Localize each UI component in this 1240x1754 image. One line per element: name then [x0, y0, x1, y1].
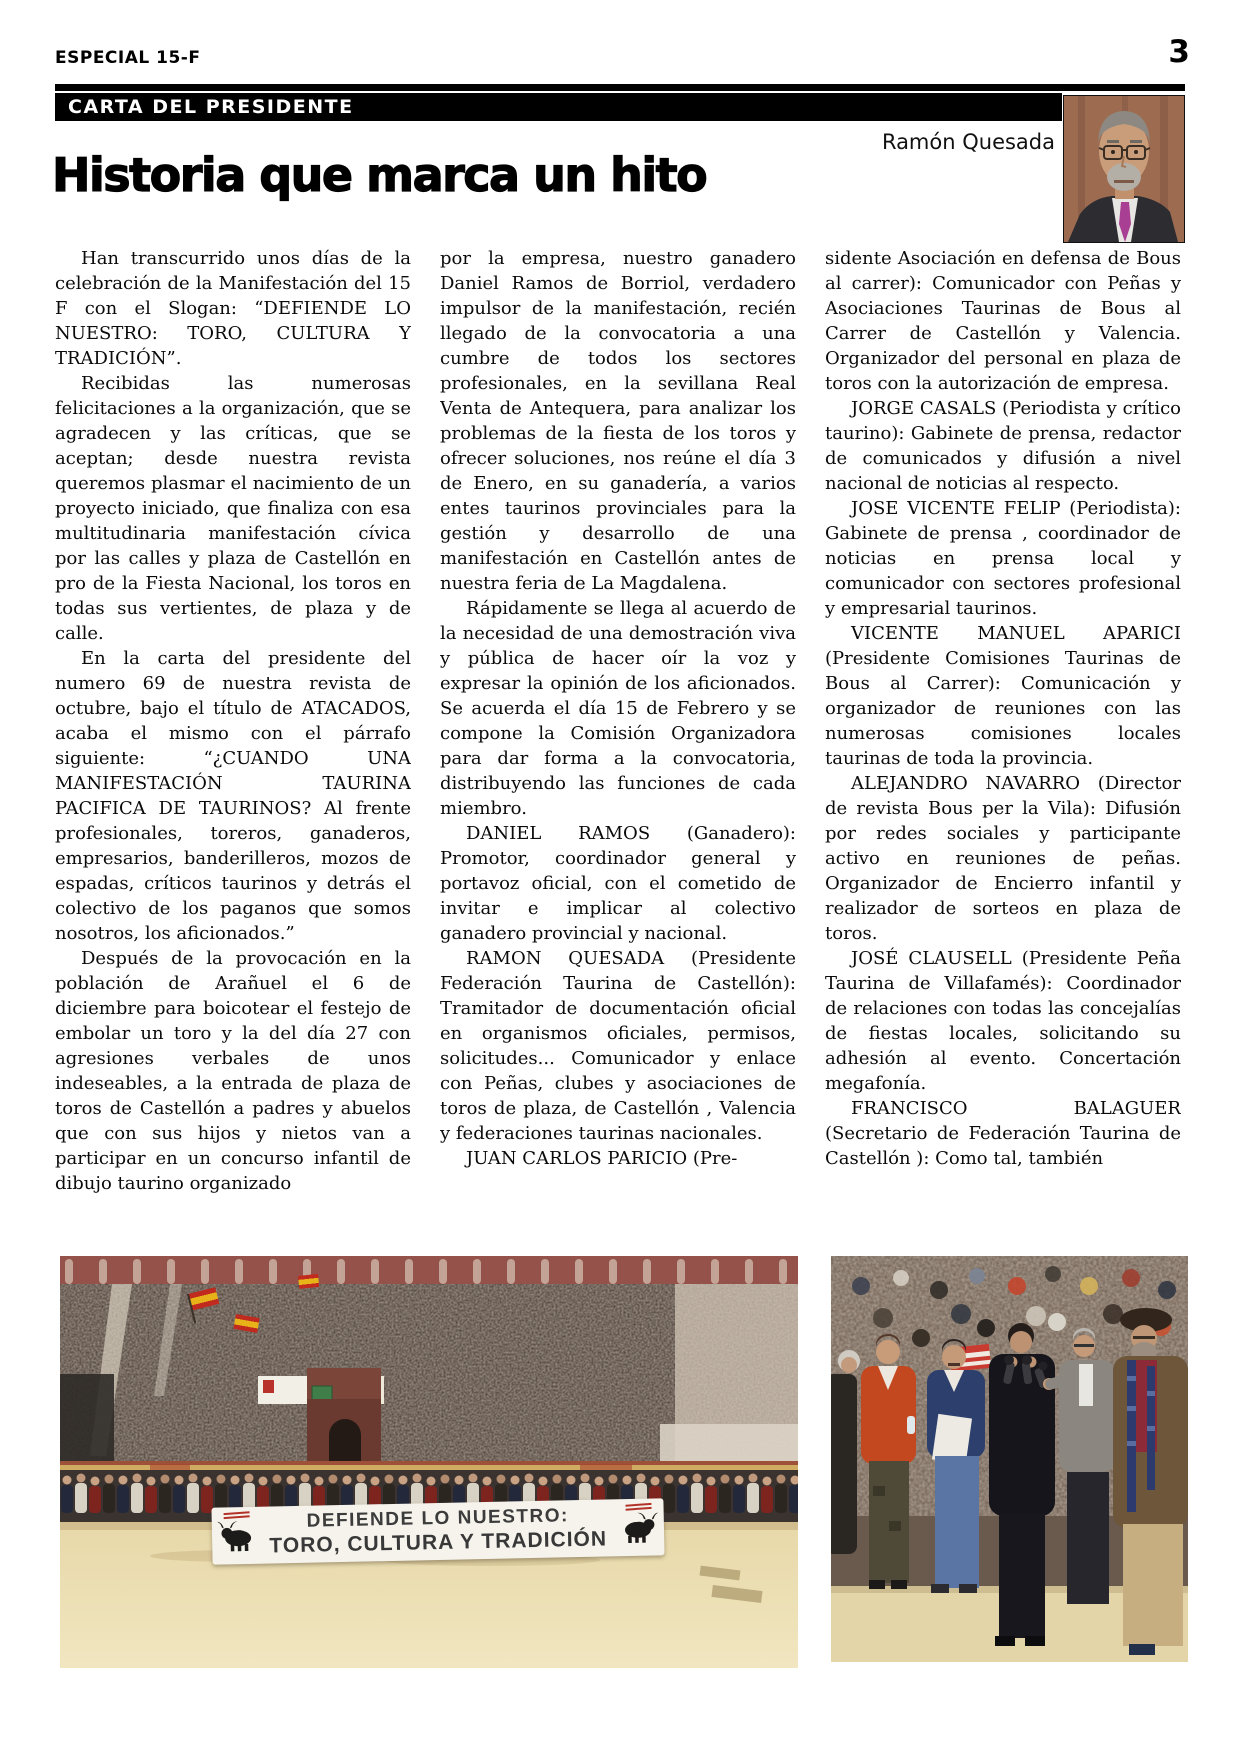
- paragraph: JUAN CARLOS PARICIO (Pre-: [466, 1148, 738, 1169]
- article-column-3: [825, 246, 1181, 1238]
- paragraph: ALEJANDRO NAVARRO (Director de revista Bous per la Vila): Difusión por redes sociales y participante activo en reuniones de peñas. Organizador de Encierro infantil y realizador de sorteos en plaza de toros.: [825, 773, 1181, 944]
- group-illustration: [831, 1256, 1188, 1662]
- paragraph: VICENTE MANUEL APARICI (Presidente Comisiones Taurinas de Bous al Carrer): Comunicación y organizador de reuniones con las numerosas comisiones locales taurinas de toda la provincia.: [825, 623, 1181, 769]
- section-bar: [55, 93, 1062, 121]
- paragraph: En la carta del presidente del numero 69 de nuestra revista de octubre, bajo el título de ATACADOS, acaba el mismo con el párrafo siguiente: “¿CUANDO UNA MANIFESTACIÓN TAURINA PACIFICA DE TAURINOS? Al frente profesionales, toreros, ganaderos, empresarios, banderilleros, mozos de espadas, críticos taurinos y detrás el colectivo de los paganos que somos nosotros, los aficionados.”: [55, 648, 411, 944]
- banner-red-script: [625, 1504, 651, 1511]
- bull-silhouette-icon: [218, 1520, 259, 1553]
- paragraph: Después de la provocación en la población de Arañuel el 6 de diciembre para boicotear el festejo de embolar un toro y la del día 27 con agresiones verbales de unos indeseables, a la entrada de plaza de toros de Castellón a padres y abuelos que con sus hijos y nietos van a participar en un concurso infantil de dibujo taurino organizado: [55, 948, 411, 1194]
- banner-line-1: DEFIENDE LO NUESTRO:: [306, 1505, 570, 1532]
- paragraph: Han transcurrido unos días de la celebración de la Manifestación del 15 F con el Slogan: “DEFIENDE LO NUESTRO: TORO, CULTURA Y TRADICIÓN”.: [55, 248, 411, 369]
- paragraph: por la empresa, nuestro ganadero Daniel Ramos de Borriol, verdadero impulsor de la manifestación, recién llegado de la convocatoria a una cumbre de todos los sectores profesionales, en la sevillana Real Venta de Antequera, para analizar los problemas de la fiesta de los toros y ofrecer soluciones, nos reúne el día 3 de Enero, en su ganadería, a varios entes taurinos provinciales para la gestión y desarrollo de una manifestación en Castellón antes de nuestra feria de La Magdalena.: [440, 248, 796, 594]
- section-title: CARTA DEL PRESIDENTE: [68, 96, 354, 118]
- bull-silhouette-icon: [618, 1511, 659, 1544]
- arena-banner: [211, 1498, 664, 1564]
- paragraph: Recibidas las numerosas felicitaciones a la organización, que se agradecen y las críticas, que se aceptan; desde nuestra revista queremos plasmar el nacimiento de un proyecto iniciado, que finaliza con esa multitudinaria manifestación cívica por las calles y plaza de Castellón en pro de la Fiesta Nacional, los toros en todas sus vertientes, de plaza y de calle.: [55, 373, 411, 644]
- section-kicker: ESPECIAL 15-F: [55, 48, 201, 68]
- paragraph: JOSE VICENTE FELIP (Periodista): Gabinete de prensa , coordinador de noticias en prensa local y comunicador con sectores profesional y empresarial taurinos.: [825, 498, 1181, 619]
- page-number: 3: [1168, 34, 1190, 70]
- article-title: Historia que marca un hito: [52, 148, 707, 202]
- article-column-1: [55, 246, 411, 1238]
- portrait-caption: Ramón Quesada: [881, 130, 1055, 154]
- banner-line-2: TORO, CULTURA Y TRADICIÓN: [269, 1527, 608, 1558]
- arena-photo: [60, 1256, 798, 1668]
- paragraph: sidente Asociación en defensa de Bous al carrer): Comunicador con Peñas y Asociaciones Taurinas de Bous al Carrer de Castellón y Valencia. Organizador del personal en plaza de toros con la autorización de empresa.: [825, 248, 1181, 394]
- paragraph: JORGE CASALS (Periodista y crítico taurino): Gabinete de prensa, redactor de comunicados y difusión a nivel nacional de noticias al respecto.: [825, 398, 1181, 494]
- header-rule: [55, 84, 1185, 91]
- group-photo: [831, 1256, 1188, 1662]
- paragraph: DANIEL RAMOS (Ganadero): Promotor, coordinador general y portavoz oficial, con el cometido de invitar e implicar al colectivo ganadero provincial y nacional.: [440, 823, 796, 944]
- portrait-illustration: [1064, 96, 1184, 242]
- paragraph: JOSÉ CLAUSELL (Presidente Peña Taurina de Villafamés): Coordinador de relaciones con todas las concejalías de fiestas locales, solicitando su adhesión al evento. Concertación megafonía.: [825, 948, 1181, 1094]
- article-column-2: [440, 246, 796, 1238]
- paragraph: FRANCISCO BALAGUER (Secretario de Federación Taurina de Castellón ): Como tal, también: [825, 1098, 1181, 1169]
- portrait-photo: [1063, 95, 1185, 243]
- paragraph: Rápidamente se llega al acuerdo de la necesidad de una demostración viva y pública de hacer oír la voz y expresar la opinión de los aficionados. Se acuerda el día 15 de Febrero y se compone la Comisión Organizadora para dar forma a la convocatoria, distribuyendo las funciones de cada miembro.: [440, 598, 796, 819]
- paragraph: RAMON QUESADA (Presidente Federación Taurina de Castellón): Tramitador de documentación oficial en organismos oficiales, permisos, solicitudes... Comunicador y enlace con Peñas, clubes y asociaciones de toros de plaza, de Castellón , Valencia y federaciones taurinas nacionales.: [440, 948, 796, 1144]
- arena-illustration: [60, 1256, 798, 1668]
- banner-red-script: [224, 1512, 250, 1519]
